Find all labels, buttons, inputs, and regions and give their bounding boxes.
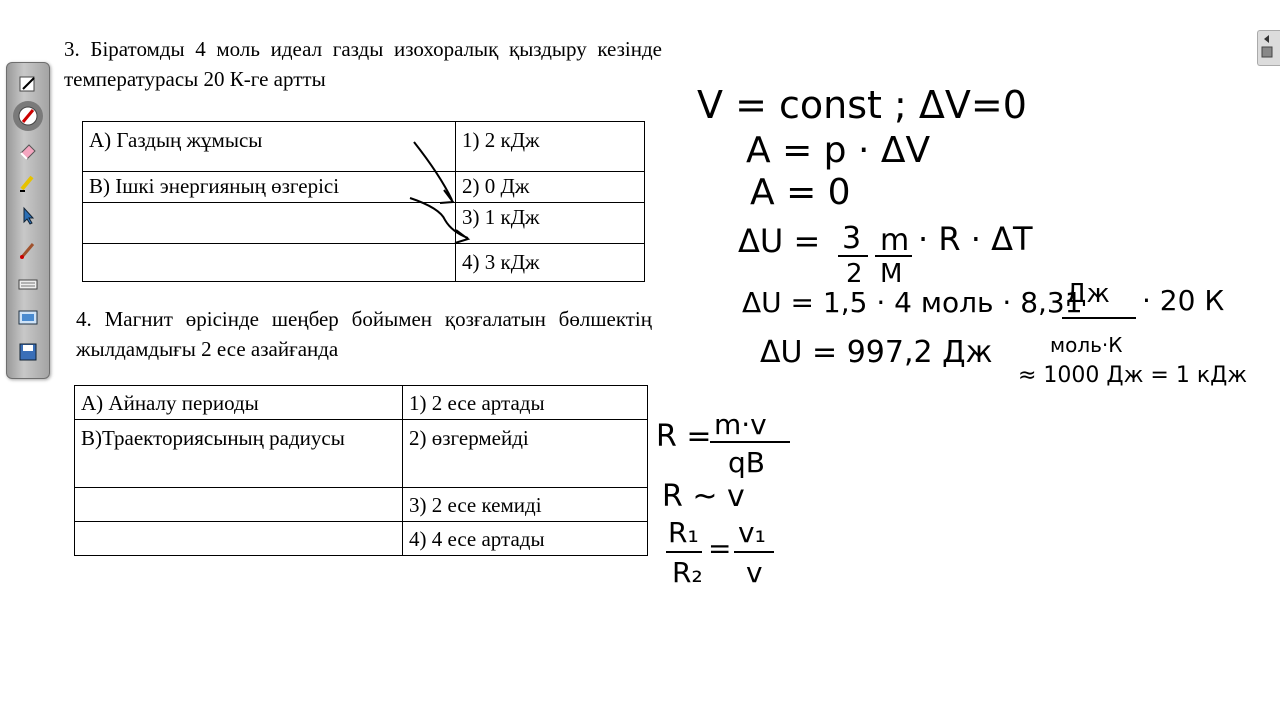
hw-frac2-den: M	[880, 259, 903, 289]
pen-icon[interactable]	[12, 69, 44, 99]
table-cell: В)Траекториясының радиусы	[75, 420, 403, 488]
select-arrow-icon[interactable]	[12, 201, 44, 231]
hw-line-6: ΔU = 997,2 Дж	[760, 335, 993, 370]
brush-icon[interactable]	[12, 235, 44, 265]
hw-v1: v₁	[738, 516, 766, 549]
hw-eq: =	[708, 532, 732, 565]
table-cell: 1) 2 кДж	[456, 122, 645, 172]
hw-line-3: A = 0	[750, 172, 851, 213]
hw-line-2: A = p · ΔV	[746, 130, 931, 171]
hw-frac2-num: m	[880, 223, 910, 258]
hw-r2: R₂	[672, 556, 703, 589]
hw-line-5-unit-den: моль·К	[1050, 333, 1123, 357]
hw-r-prop: R ~ v	[662, 479, 745, 514]
table-cell: А) Айналу периоды	[75, 386, 403, 420]
keyboard-icon[interactable]	[12, 269, 44, 299]
problem-3-table	[82, 121, 645, 282]
table-cell: 4) 4 есе артады	[403, 522, 648, 556]
hw-v: v	[746, 556, 763, 589]
hw-r-lhs: R =	[656, 419, 712, 454]
hw-line-1: V = const ; ΔV=0	[697, 83, 1027, 127]
hw-frac1-num: 3	[842, 221, 862, 256]
hw-line-4b: · R · ΔT	[918, 220, 1033, 258]
problem-4-text: 4. Магнит өрісінде шеңбер бойымен қозғалатын бөлшектің жылдамдығы 2 есе азайғанда	[76, 307, 652, 361]
table-cell: 3) 2 есе кемиді	[403, 488, 648, 522]
highlighter-pen-icon[interactable]	[13, 101, 43, 131]
table-cell	[83, 244, 456, 282]
problem-4-table	[74, 385, 648, 556]
save-icon[interactable]	[12, 337, 44, 367]
table-cell: 2) 0 Дж	[456, 172, 645, 203]
table-cell	[75, 488, 403, 522]
collapse-panel-button[interactable]	[1257, 30, 1280, 66]
hw-line-5-unit-num: Дж	[1066, 279, 1110, 309]
hw-r-den: qB	[728, 446, 765, 479]
table-cell: 2) өзгермейді	[403, 420, 648, 488]
eraser-icon[interactable]	[12, 135, 44, 165]
hw-r1: R₁	[668, 516, 699, 549]
table-cell: 4) 3 кДж	[456, 244, 645, 282]
hw-line-5a: ΔU = 1,5 · 4 моль · 8,31	[742, 286, 1083, 319]
screen-capture-icon[interactable]	[12, 303, 44, 333]
hw-line-6b: ≈ 1000 Дж = 1 кДж	[1018, 363, 1248, 388]
marker-icon[interactable]	[12, 167, 44, 197]
hw-line-4a: ΔU =	[738, 222, 821, 260]
table-cell: А) Газдың жұмысы	[83, 122, 456, 172]
table-cell	[75, 522, 403, 556]
hw-r-num: m·v	[714, 408, 767, 441]
hw-frac1-den: 2	[846, 259, 863, 289]
drawing-toolbar	[6, 62, 50, 379]
table-cell: 1) 2 есе артады	[403, 386, 648, 420]
table-cell: 3) 1 кДж	[456, 203, 645, 244]
problem-3-text: 3. Біратомды 4 моль идеал газды изохоралық қыздыру кезінде температурасы 20 К-ге артты	[64, 37, 662, 91]
table-cell: В) Ішкі энергияның өзгерісі	[83, 172, 456, 203]
table-cell	[83, 203, 456, 244]
hw-line-5b: · 20 К	[1142, 284, 1225, 317]
